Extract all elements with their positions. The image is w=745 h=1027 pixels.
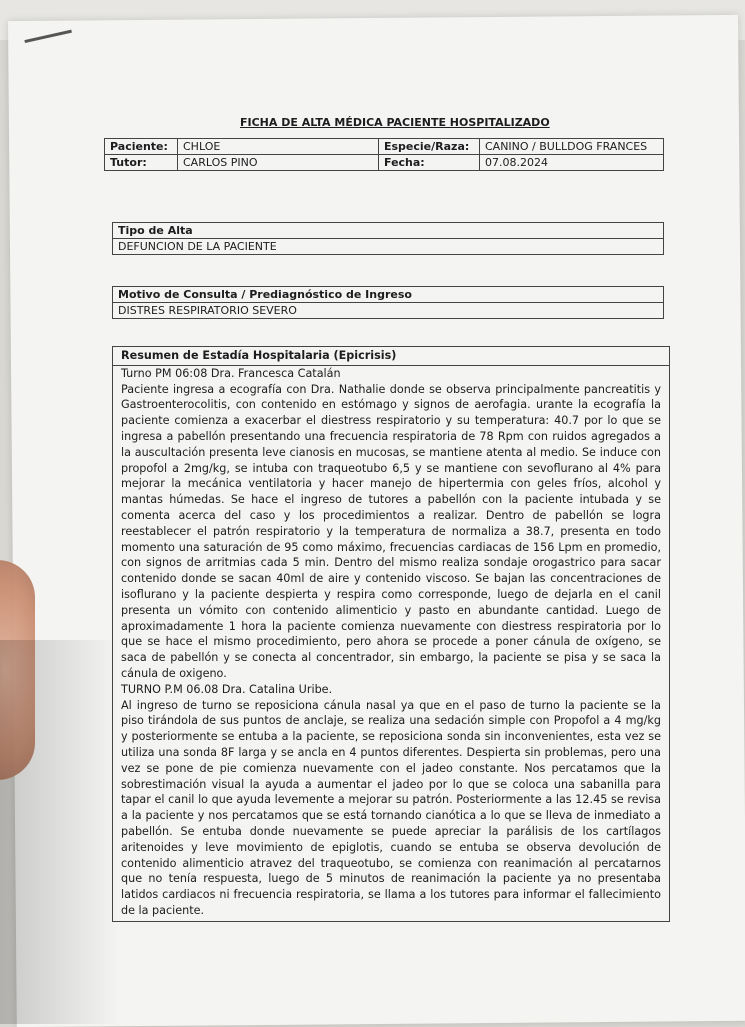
turno1-heading: Turno PM 06:08 Dra. Francesca Catalán [121,366,341,380]
patient-info-table [104,138,664,171]
tipo-alta-label: Tipo de Alta [113,223,663,239]
tipo-alta-value: DEFUNCION DE LA PACIENTE [118,240,277,253]
epicrisis-box [112,346,670,922]
motivo-value: DISTRES RESPIRATORIO SEVERO [118,304,297,317]
paciente-value: CHLOE [178,139,379,155]
pen-mark [24,30,72,43]
especie-label: Especie/Raza: [379,139,480,155]
shadow [0,640,120,1024]
paciente-label: Paciente: [105,139,178,155]
turno2-heading: TURNO P.M 06.08 Dra. Catalina Uribe. [121,682,333,696]
tutor-label: Tutor: [105,155,178,171]
turno2-text: Al ingreso de turno se reposiciona cánula nasal ya que en el paso de turno la paciente se la piso tirándola de sus puntos de anclaje, se realiza una sedación simple con Propofol a 4 mg/kg y posteriormente se entuba a la paciente, se reposiciona sonda sin inconvenientes, esta vez se utiliza una sonda 8F larga y se ancla en 4 puntos diferentes. Despierta sin problemas, pero una vez se pone de pie comienza nuevamente con el jadeo constante. Nos percatamos que la sobrestimación visual la ayuda a aumentar el jadeo por lo que se coloca una sabanilla para tapar el canil lo que ayuda levemente a mejorar su patrón. Posteriormente a las 12.45 se revisa a la paciente y nos percatamos que se está tornando cianótica a lo que se lleva de inmediato a pabellón. Se entuba donde nuevamente se puede apreciar la parálisis de los cartílagos aritenoides y leve movimiento de epiglotis, cuando se entuba se observa devolución de contenido alimenticio atravez del traqueotubo, se comienza con reanimación al percatarnos que no tenía respuesta, luego de 5 minutos de reanimación la paciente ya no presentaba latidos cardiacos ni frecuencia respiratoria, se llama a los tutores para informar el fallecimiento de la paciente. [121,698,661,917]
tipo-alta-box [112,222,664,255]
motivo-label: Motivo de Consulta / Prediagnóstico de Ingreso [113,287,663,303]
document-title: FICHA DE ALTA MÉDICA PACIENTE HOSPITALIZADO [240,116,550,129]
fecha-value: 07.08.2024 [480,155,664,171]
especie-value: CANINO / BULLDOG FRANCES [480,139,664,155]
epicrisis-label: Resumen de Estadía Hospitalaria (Epicrisis) [113,347,669,366]
fecha-label: Fecha: [379,155,480,171]
tutor-value: CARLOS PINO [178,155,379,171]
motivo-box [112,286,664,319]
turno1-text: Paciente ingresa a ecografía con Dra. Nathalie donde se observa principalmente pancreatitis y Gastroenterocolitis, con contenido en estómago y signos de aerofagia. urante la ecografía la paciente comienza a exacerbar el diestress respiratorio y su temperatura: 40.7 por lo que se ingresa a pabellón presentando una frecuencia respiratoria de 78 Rpm con ruidos agregados a la auscultación presenta leve cianosis en mucosas, se mantiene atenta al medio. Se induce con propofol a 2mg/kg, se intuba con traqueotubo 6,5 y se mantiene con sevoflurano al 4% para mejorar la mecánica ventilatoria y hacer manejo de hipertermia con geles fríos, alcohol y mantas húmedas. Se hace el ingreso de tutores a pabellón con la paciente intubada y se comenta acerca del caso y los procedimientos a realizar. Dentro de pabellón se logra reestablecer el patrón respiratorio y la temperatura de normaliza a 38.7, presenta en todo momento una saturación de 95 como máximo, frecuencias cardiacas de 156 Lpm en promedio, con signos de arritmias cada 5 min. Dentro del mismo realiza sondaje orogastrico para sacar contenido donde se sacan 40ml de aire y contenido viscoso. Se bajan las concentraciones de isoflurano y la paciente despierta y respira como corresponde, luego de dejarla en el canil presenta un vómito con contenido alimenticio y pasto en abundante cantidad. Luego de aproximadamente 1 hora la paciente comienza nuevamente con diestress respiratoria por lo que se hace el mismo procedimiento, pero ahora se procede a poner cánula de oxígeno, se saca de pabellón y se conecta al concentrador, sin embargo, la paciente se pisa y se saca la cánula de oxigeno. [121,382,661,680]
